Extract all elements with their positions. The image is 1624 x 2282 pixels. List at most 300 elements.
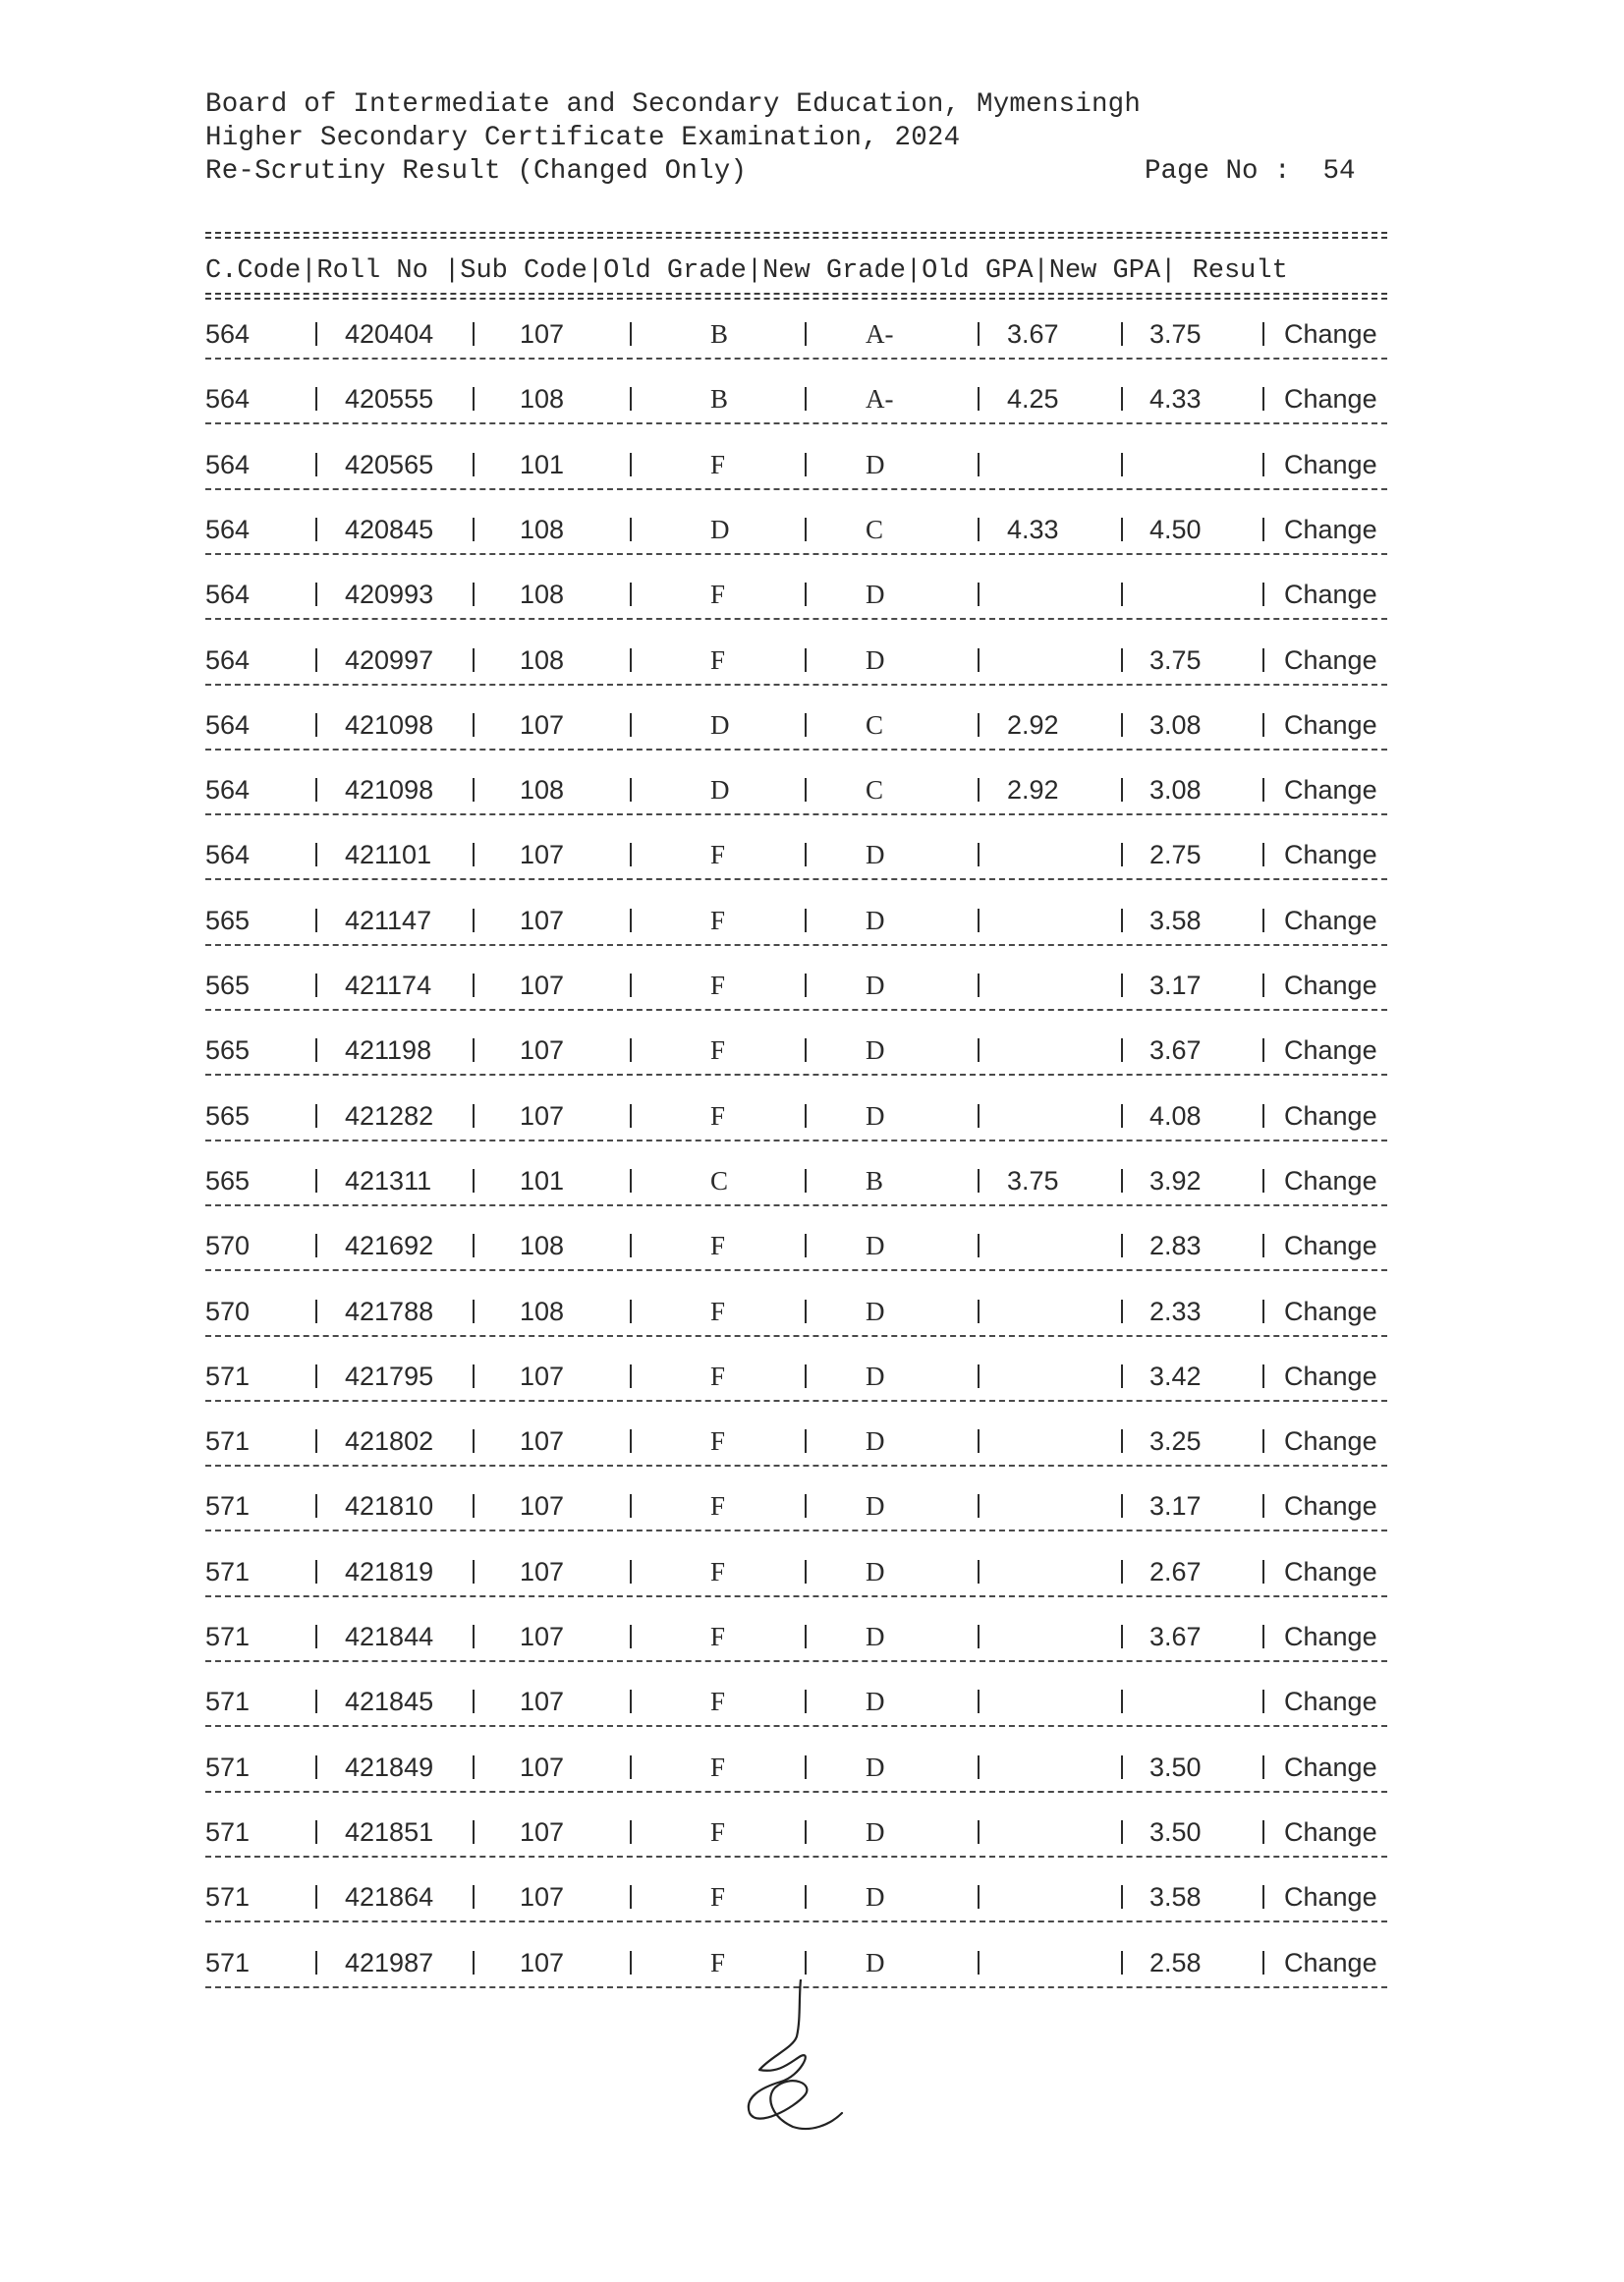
column-separator [978,1885,980,1909]
center-code-cell: 564 [205,319,251,349]
column-separator [805,1820,807,1844]
table-row [205,642,1387,678]
column-separator [805,518,807,541]
column-separator [473,909,475,932]
column-separator [1121,909,1123,932]
column-separator [1262,387,1264,411]
column-separator [630,518,632,541]
column-separator [630,974,632,997]
old-grade-cell: F [710,1556,726,1586]
table-row [205,1879,1387,1915]
result-cell: Change [1284,1426,1377,1457]
old-grade-cell: D [710,514,730,544]
old-grade-cell: F [710,971,726,1000]
roll-no-cell: 421802 [345,1426,434,1457]
column-separator [978,1300,980,1323]
column-separator [978,1169,980,1193]
column-separator [978,1560,980,1584]
column-separator [978,1234,980,1257]
column-separator [473,387,475,411]
column-separator [805,1364,807,1388]
column-separator [630,387,632,411]
column-separator [805,1625,807,1648]
new-gpa-cell: 3.58 [1149,905,1202,935]
row-divider [205,944,1387,946]
new-grade-cell: D [866,1622,885,1651]
new-grade-cell: D [866,840,885,870]
result-cell: Change [1284,1165,1377,1196]
result-cell: Change [1284,1882,1377,1913]
row-divider [205,684,1387,686]
column-separator [1121,1104,1123,1128]
column-separator [805,453,807,476]
new-grade-cell: C [866,709,884,740]
result-cell: Change [1284,905,1377,935]
result-cell: Change [1284,580,1377,610]
column-separator [978,1494,980,1518]
column-separator [805,713,807,737]
roll-no-cell: 421844 [345,1622,434,1651]
column-separator [315,322,317,346]
subject-code-cell: 107 [520,905,565,935]
result-cell: Change [1284,384,1377,415]
column-separator [1121,1038,1123,1062]
table-row [205,1684,1387,1719]
column-separator [315,843,317,866]
result-cell: Change [1284,449,1377,479]
column-separator [1121,1364,1123,1388]
table-row [205,772,1387,807]
result-cell: Change [1284,840,1377,870]
roll-no-cell: 421795 [345,1361,434,1391]
column-separator [1262,322,1264,346]
new-grade-cell: D [866,1816,885,1847]
subject-code-cell: 108 [520,384,565,415]
roll-no-cell: 420845 [345,514,434,544]
new-gpa-cell: 3.50 [1149,1752,1202,1782]
column-separator [1121,583,1123,606]
column-separator [1262,1234,1264,1257]
column-separator [1121,1234,1123,1257]
center-code-cell: 564 [205,514,251,544]
column-separator [1262,778,1264,802]
old-gpa-cell: 3.67 [1007,319,1059,349]
result-cell: Change [1284,1622,1377,1651]
column-separator [473,1820,475,1844]
column-separator [315,1820,317,1844]
center-code-cell: 565 [205,1165,251,1196]
column-separator [315,778,317,802]
column-separator [1121,518,1123,541]
new-gpa-cell: 4.50 [1149,514,1202,544]
old-grade-cell: D [710,709,730,740]
roll-no-cell: 421692 [345,1231,434,1261]
column-separator [1121,1300,1123,1323]
old-grade-cell: F [710,1035,726,1066]
column-separator [630,1038,632,1062]
exam-title: Higher Secondary Certificate Examination, 2024 [205,123,961,153]
column-separator [473,453,475,476]
row-divider [205,422,1387,424]
old-grade-cell: F [710,1426,726,1457]
column-separator [978,1690,980,1713]
column-separator [805,387,807,411]
table-row [205,316,1387,352]
column-separator [473,1625,475,1648]
row-divider [205,1140,1387,1141]
column-separator [805,1560,807,1584]
result-cell: Change [1284,1556,1377,1586]
result-cell: Change [1284,644,1377,675]
roll-no-cell: 421098 [345,775,434,806]
column-separator [978,322,980,346]
new-grade-cell: C [866,775,884,806]
subject-code-cell: 107 [520,1361,565,1391]
subject-code-cell: 107 [520,1100,565,1131]
center-code-cell: 571 [205,1491,251,1522]
handwritten-signature-icon [732,1979,860,2137]
column-separator [315,713,317,737]
subject-code-cell: 108 [520,514,565,544]
column-separator [473,843,475,866]
column-separator [630,1104,632,1128]
table-row [205,1814,1387,1850]
column-separator [630,1494,632,1518]
result-cell: Change [1284,1231,1377,1261]
subject-code-cell: 107 [520,1035,565,1066]
column-separator [630,713,632,737]
row-divider [205,1660,1387,1662]
table-row [205,447,1387,482]
column-separator [805,1300,807,1323]
column-separator [473,1169,475,1193]
column-separator [1262,1951,1264,1975]
new-grade-cell: A- [866,319,894,349]
column-separator [473,1038,475,1062]
column-separator [1262,453,1264,476]
column-separator [630,1364,632,1388]
column-separator [630,1234,632,1257]
new-gpa-cell: 2.67 [1149,1556,1202,1586]
table-row [205,1750,1387,1785]
column-separator [1262,1690,1264,1713]
column-separator [805,1494,807,1518]
subject-code-cell: 107 [520,1622,565,1651]
old-grade-cell: F [710,905,726,935]
column-separator [1121,648,1123,672]
subject-code-cell: 107 [520,840,565,870]
new-grade-cell: D [866,644,885,675]
old-grade-cell: B [710,319,729,349]
column-separator [1121,1560,1123,1584]
result-cell: Change [1284,1687,1377,1717]
column-separator [315,1104,317,1128]
new-gpa-cell: 2.83 [1149,1231,1202,1261]
old-grade-cell: F [710,1100,726,1131]
column-separator [978,1104,980,1128]
result-cell: Change [1284,1752,1377,1782]
column-separator [630,1820,632,1844]
result-cell: Change [1284,514,1377,544]
subject-code-cell: 107 [520,1816,565,1847]
column-separator [315,1429,317,1453]
subject-code-cell: 107 [520,709,565,740]
row-divider [205,1725,1387,1727]
column-separator [1262,1300,1264,1323]
new-grade-cell: D [866,1296,885,1326]
column-separator [1262,713,1264,737]
column-separator [473,1690,475,1713]
center-code-cell: 571 [205,1816,251,1847]
header-top-rule [205,232,1387,239]
center-code-cell: 571 [205,1556,251,1586]
roll-no-cell: 421101 [345,840,432,870]
column-separator [1262,1820,1264,1844]
old-grade-cell: F [710,1687,726,1717]
result-cell: Change [1284,1947,1377,1977]
row-divider [205,553,1387,555]
column-separator [630,1690,632,1713]
row-divider [205,488,1387,490]
column-separator [1262,518,1264,541]
new-gpa-cell: 3.67 [1149,1622,1202,1651]
row-divider [205,878,1387,880]
new-gpa-cell: 3.50 [1149,1816,1202,1847]
roll-no-cell: 421851 [345,1816,434,1847]
new-gpa-cell: 3.08 [1149,775,1202,806]
column-separator [1121,1169,1123,1193]
result-cell: Change [1284,1100,1377,1131]
new-grade-cell: D [866,1491,885,1522]
table-row [205,1554,1387,1589]
column-separator [805,843,807,866]
new-gpa-cell: 3.67 [1149,1035,1202,1066]
column-separator [805,1429,807,1453]
subject-code-cell: 108 [520,775,565,806]
subject-code-cell: 107 [520,971,565,1000]
result-cell: Change [1284,709,1377,740]
column-separator [1121,1951,1123,1975]
column-separator [978,387,980,411]
result-cell: Change [1284,1491,1377,1522]
new-gpa-cell: 4.08 [1149,1100,1202,1131]
column-separator [315,1364,317,1388]
center-code-cell: 564 [205,709,251,740]
column-separator [473,1300,475,1323]
column-separator [978,1951,980,1975]
column-separator [805,1885,807,1909]
column-separator [978,648,980,672]
old-grade-cell: F [710,840,726,870]
new-gpa-cell: 3.75 [1149,319,1202,349]
column-separator [473,322,475,346]
row-divider [205,618,1387,620]
page-number: Page No : 54 [1145,156,1356,187]
column-separator [473,1234,475,1257]
roll-no-cell: 420404 [345,319,434,349]
roll-no-cell: 421788 [345,1296,434,1326]
table-row [205,1228,1387,1263]
old-grade-cell: F [710,1491,726,1522]
column-separator [473,1951,475,1975]
column-separator [805,1755,807,1779]
table-row [205,1032,1387,1068]
new-gpa-cell: 3.42 [1149,1361,1202,1391]
column-separator [315,648,317,672]
subject-code-cell: 107 [520,1426,565,1457]
column-separator [1121,1755,1123,1779]
new-gpa-cell: 3.75 [1149,644,1202,675]
column-separator [1262,1169,1264,1193]
column-separator [315,518,317,541]
column-separator [315,1690,317,1713]
table-row [205,1945,1387,1980]
column-separator [630,583,632,606]
column-separator [1121,1494,1123,1518]
new-grade-cell: D [866,1100,885,1131]
column-separator [315,1885,317,1909]
column-separator [1121,1690,1123,1713]
column-separator [315,583,317,606]
old-grade-cell: F [710,1947,726,1977]
column-separator [473,974,475,997]
subject-code-cell: 108 [520,1231,565,1261]
column-separator [473,778,475,802]
row-divider [205,1204,1387,1206]
new-gpa-cell: 4.33 [1149,384,1202,415]
row-divider [205,1791,1387,1793]
table-row [205,512,1387,547]
roll-no-cell: 421987 [345,1947,434,1977]
column-separator [1121,1625,1123,1648]
row-divider [205,358,1387,360]
column-separator [978,909,980,932]
column-separator [1262,1885,1264,1909]
new-grade-cell: D [866,580,885,610]
new-grade-cell: D [866,1426,885,1457]
column-separator [473,648,475,672]
column-separator [1121,322,1123,346]
column-separator [473,1429,475,1453]
table-row [205,1359,1387,1394]
column-separator [1262,909,1264,932]
roll-no-cell: 421198 [345,1035,432,1066]
column-separator [805,1234,807,1257]
column-separator [978,1038,980,1062]
subject-code-cell: 107 [520,1556,565,1586]
result-cell: Change [1284,1296,1377,1326]
column-separator [473,1885,475,1909]
column-separator [805,1038,807,1062]
old-grade-cell: C [710,1165,729,1196]
roll-no-cell: 421282 [345,1100,434,1131]
center-code-cell: 565 [205,1035,251,1066]
new-grade-cell: C [866,514,884,544]
row-divider [205,1400,1387,1402]
old-grade-cell: F [710,1361,726,1391]
column-separator [1121,713,1123,737]
new-gpa-cell: 3.17 [1149,1491,1202,1522]
column-separator [805,648,807,672]
column-separator [805,1690,807,1713]
new-gpa-cell: 3.25 [1149,1426,1202,1457]
column-separator [805,1104,807,1128]
new-grade-cell: D [866,905,885,935]
old-gpa-cell: 3.75 [1007,1165,1059,1196]
column-separator [1262,648,1264,672]
old-grade-cell: F [710,580,726,610]
new-gpa-cell: 2.33 [1149,1296,1202,1326]
column-separator [315,1755,317,1779]
column-separator [630,909,632,932]
column-separator [315,1625,317,1648]
table-row [205,381,1387,417]
table-row [205,1619,1387,1654]
column-separator [1262,1104,1264,1128]
subject-code-cell: 107 [520,1947,565,1977]
column-separator [1262,1038,1264,1062]
result-cell: Change [1284,1035,1377,1066]
column-separator [805,909,807,932]
column-separator [630,1625,632,1648]
column-separator [630,648,632,672]
subject-code-cell: 101 [520,449,565,479]
center-code-cell: 570 [205,1231,251,1261]
column-separator [805,322,807,346]
column-separator [978,1364,980,1388]
new-grade-cell: D [866,1361,885,1391]
column-separator [1121,1429,1123,1453]
center-code-cell: 571 [205,1882,251,1913]
table-row [205,1294,1387,1329]
center-code-cell: 565 [205,971,251,1000]
row-divider [205,1595,1387,1597]
new-grade-cell: D [866,1035,885,1066]
subject-code-cell: 107 [520,1491,565,1522]
subject-code-cell: 108 [520,580,565,610]
column-separator [630,1560,632,1584]
table-row [205,1098,1387,1134]
column-separator [805,1169,807,1193]
row-divider [205,1920,1387,1922]
table-row [205,1163,1387,1198]
column-separator [978,974,980,997]
center-code-cell: 565 [205,1100,251,1131]
column-separator [1121,387,1123,411]
new-gpa-cell: 3.17 [1149,971,1202,1000]
column-separator [630,778,632,802]
old-grade-cell: F [710,1622,726,1651]
center-code-cell: 571 [205,1752,251,1782]
center-code-cell: 571 [205,1947,251,1977]
subject-code-cell: 101 [520,1165,565,1196]
roll-no-cell: 421147 [345,905,432,935]
column-separator [315,1494,317,1518]
old-grade-cell: F [710,1882,726,1913]
subject-code-cell: 108 [520,644,565,675]
column-separator [978,1625,980,1648]
old-grade-cell: F [710,1816,726,1847]
row-divider [205,1465,1387,1467]
new-grade-cell: D [866,449,885,479]
column-separator [315,974,317,997]
row-divider [205,813,1387,815]
result-cell: Change [1284,971,1377,1000]
roll-no-cell: 421311 [345,1165,432,1196]
old-gpa-cell: 4.25 [1007,384,1059,415]
row-divider [205,1074,1387,1076]
table-row [205,903,1387,938]
